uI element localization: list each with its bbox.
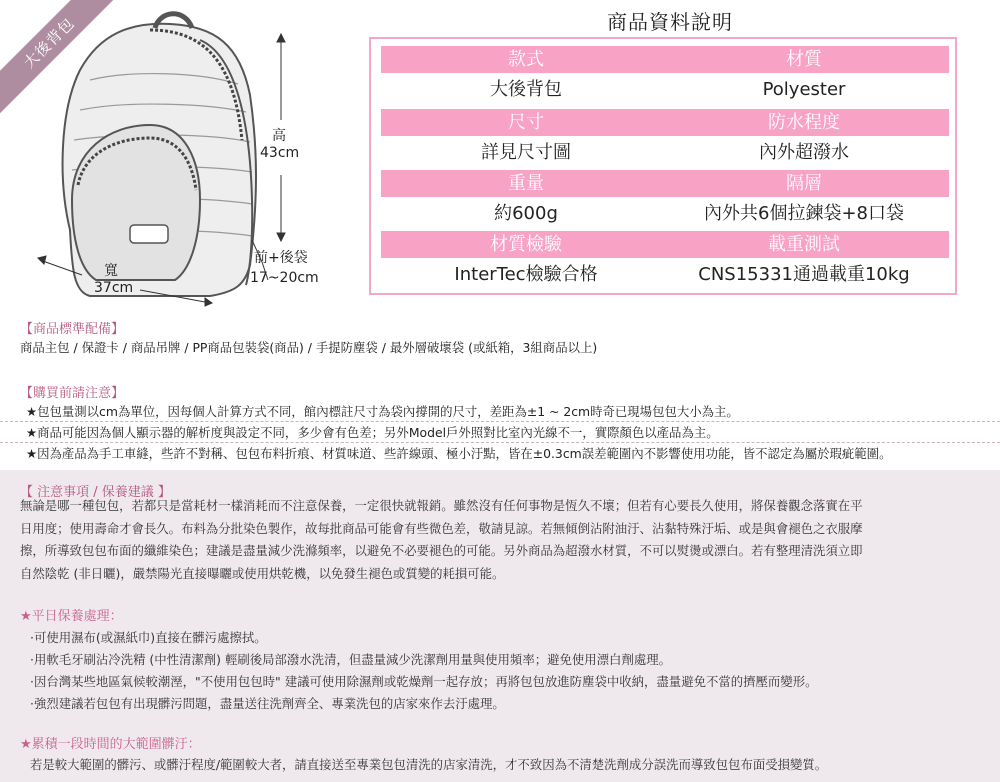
notice-item: ★商品可能因為個人顯示器的解析度與設定不同，多少會有色差；另外Model戶外照對比室內光線不一，實際顏色以產品為主。 <box>26 425 719 440</box>
spec-header-style: 款式 <box>381 46 671 73</box>
spec-value-test: InterTec檢驗合格 <box>454 264 598 285</box>
long-term-care-heading: ★累積一段時間的大範圍髒汙： <box>20 737 201 752</box>
care-paragraph-line: 無論是哪一種包包，若都只是當耗材一樣消耗而不注意保養，一定很快就報銷。雖然沒有任何事物是恆久不壞；但若有心要長久使用，將保養觀念落實在平 <box>20 498 863 513</box>
daily-care-heading: ★平日保養處理： <box>20 609 123 624</box>
daily-care-item: ·可使用濕布(或濕紙巾)直接在髒污處擦拭。 <box>30 630 267 645</box>
notice-heading: 【購買前請注意】 <box>20 386 125 401</box>
width-value: 37cm <box>94 280 134 296</box>
width-label: 寬 <box>104 263 118 279</box>
spec-value-size: 詳見尺寸圖 <box>481 142 571 163</box>
spec-value-compartments: 內外共6個拉鍊袋+8口袋 <box>704 203 904 224</box>
daily-care-item: ·因台灣某些地區氣候較潮溼，"不使用包包時" 建議可使用除濕劑或乾燥劑一起存放；再將包包放進防塵袋中收納，盡量避免不當的擠壓而變形。 <box>30 674 818 689</box>
height-value: 43cm <box>260 145 300 161</box>
spec-header-material: 材質 <box>659 46 949 73</box>
daily-care-item: ·強烈建議若包包有出現髒污問題，盡量送往洗劑齊全、專業洗包的店家來作去汙處理。 <box>30 696 505 711</box>
divider <box>0 442 1000 443</box>
care-paragraph-line: 日用度；使用壽命才會長久。布料為分批染色製作，故每批商品可能會有些微色差，敬請見諒。若無傾倒沾附油汙、沾黏特殊汙垢、或是與會褪色之衣服摩 <box>20 521 863 536</box>
spec-value-material: Polyester <box>762 79 846 100</box>
spec-header-weight: 重量 <box>381 170 671 197</box>
care-paragraph-line: 擦，所導致包包布面的纖維染色；建議是盡量減少洗滌頻率，以避免不必要褪色的可能。另外商品為超潑水材質，不可以熨燙或漂白。若有整理清洗須立即 <box>20 543 863 558</box>
depth-value: 17~20cm <box>250 270 319 286</box>
spec-value-style: 大後背包 <box>490 79 562 100</box>
spec-value-weight: 約600g <box>494 203 558 224</box>
spec-value-load: CNS15331通過載重10kg <box>698 264 910 285</box>
spec-title: 商品資料說明 <box>607 10 733 34</box>
logo-patch <box>130 225 168 243</box>
daily-care-item: ·用軟毛牙刷沾冷洗精 (中性清潔劑) 輕刷後局部潑水洗清，但盡量減少洗潔劑用量與使用頻率；避免使用漂白劑處理。 <box>30 652 672 667</box>
spec-header-compartments: 隔層 <box>659 170 949 197</box>
spec-header-size: 尺寸 <box>381 109 671 136</box>
divider <box>0 421 1000 422</box>
backpack-front-pocket <box>72 125 200 280</box>
depth-label: 前+後袋 <box>254 250 308 266</box>
standard-heading: 【商品標準配備】 <box>20 322 125 337</box>
height-label: 高 <box>272 128 286 144</box>
spec-header-test: 材質檢驗 <box>381 231 671 258</box>
care-paragraph-line: 自然陰乾 (非日曬)，嚴禁陽光直接曝曬或使用烘乾機，以免發生褪色或質變的耗損可能。 <box>20 566 505 581</box>
notice-item: ★因為產品為手工車縫，些許不對稱、包包布料折痕、材質味道、些許線頭、極小汙點，皆在±0.3cm誤差範圍內不影響使用功能，皆不認定為屬於瑕疵範圍。 <box>26 446 892 461</box>
spec-table <box>369 37 957 295</box>
long-term-care-text: 若是較大範圍的髒污、或髒汙程度/範圍較大者，請直接送至專業包包清洗的店家清洗，才不致因為不清楚洗劑成分誤洗而導致包包布面受損變質。 <box>30 757 828 772</box>
standard-text: 商品主包 / 保證卡 / 商品吊牌 / PP商品包裝袋(商品) / 手提防塵袋 / 最外層破壞袋 (或紙箱，3組商品以上) <box>20 340 598 355</box>
spec-value-waterproof: 內外超潑水 <box>759 142 849 163</box>
ribbon-label: 大後背包 <box>0 0 120 114</box>
care-heading: 【 注意事項 / 保養建議 】 <box>20 485 171 500</box>
spec-header-waterproof: 防水程度 <box>659 109 949 136</box>
notice-item: ★包包量測以cm為單位，因每個人計算方式不同，館內標註尺寸為袋內撐開的尺寸，差距為±1 ~ 2cm時奇已現場包包大小為主。 <box>26 404 739 419</box>
spec-header-load: 載重測試 <box>659 231 949 258</box>
